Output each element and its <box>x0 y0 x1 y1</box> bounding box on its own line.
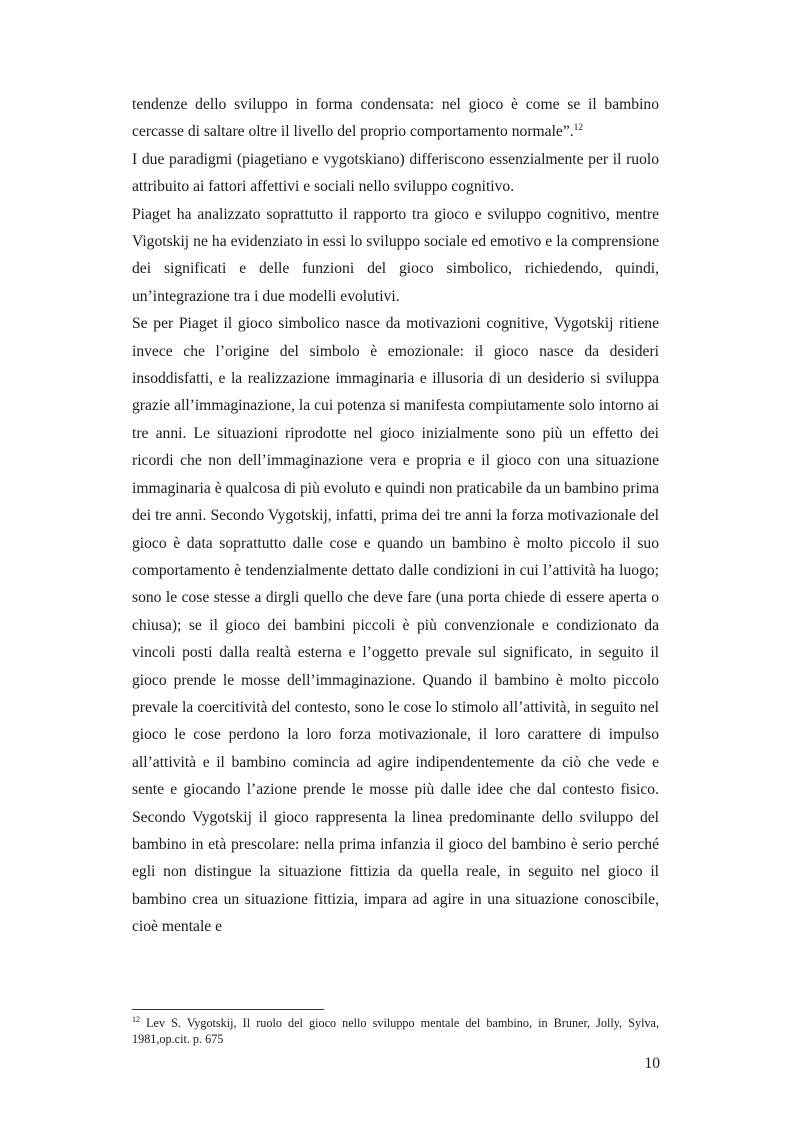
footnote <box>132 1016 659 1047</box>
paragraph-4: Se per Piaget il gioco simbolico nasce da motivazioni cognitive, Vygotskij ritiene invece che l’origine del simbolo è emozionale: il gioco nasce da desideri insoddisfatti, e la realizzazione immaginaria e illusoria di un desiderio si sviluppa grazie all’immaginazione, la cui potenza si manifesta compiutamente solo intorno ai tre anni. Le situazioni riprodotte nel gioco inizialmente sono più un effetto dei ricordi che non dell’immaginazione vera e propria e il gioco con una situazione immaginaria è qualcosa di più evoluto e quindi non praticabile da un bambino prima dei tre anni. Secondo Vygotskij, infatti, prima dei tre anni la forza motivazionale del gioco è data soprattutto dalle cose e quando un bambino è molto piccolo il suo comportamento è tendenzialmente dettato dalle condizioni in cui l’attività ha luogo; sono le cose stesse a dirgli quello che deve fare (una porta chiede di essere aperta o chiusa); se il gioco dei bambini piccoli è più convenzionale e condizionato da vincoli posti dalla realtà esterna e l’oggetto prevale sul significato, in seguito il gioco prende le mosse dell’immaginazione. Quando il bambino è molto piccolo prevale la coercitività del contesto, sono le cose lo stimolo all’attività, in seguito nel gioco le cose perdono la loro forza motivazionale, il loro carattere di impulso all’attività e il bambino comincia ad agire indipendentemente da ciò che vede e sente e giocando l’azione prende le mosse più dalle idee che dal contesto fisico. Secondo Vygotskij il gioco rappresenta la linea predominante dello sviluppo del bambino in età prescolare: nella prima infanzia il gioco del bambino è serio perché egli non distingue la situazione fittizia da quella reale, in seguito nel gioco il bambino crea un situazione fittizia, impara ad agire in una situazione conoscibile, cioè mentale e <box>132 315 660 936</box>
paragraph-2: I due paradigmi (piagetiano e vygotskiano) differiscono essenzialmente per il ruolo attribuito ai fattori affettivi e sociali nello sviluppo cognitivo. <box>132 150 659 196</box>
footnote-number: 12 <box>132 1014 140 1024</box>
paragraph-1 <box>132 91 659 146</box>
footnote-divider <box>132 1009 324 1010</box>
footnote-text: Lev S. Vygotskij, Il ruolo del gioco nello sviluppo mentale del bambino, in Bruner, Jolly, Sylva, 1981,op.cit. p. 675 <box>132 1016 660 1046</box>
paragraph-3: Piaget ha analizzato soprattutto il rapporto tra gioco e sviluppo cognitivo, mentre Vigotskij ne ha evidenziato in essi lo sviluppo sociale ed emotivo e la comprensione dei significati e delle funzioni del gioco simbolico, richiedendo, quindi, un’integrazione tra i due modelli evolutivi. <box>132 205 659 305</box>
page-body <box>132 91 659 941</box>
footnote-reference: 12 <box>573 123 584 134</box>
page-number: 10 <box>644 1055 660 1072</box>
paragraph-1-text: tendenze dello sviluppo in forma condensata: nel gioco è come se il bambino cercasse di saltare oltre il livello del proprio comportamento normale”. <box>132 96 659 141</box>
